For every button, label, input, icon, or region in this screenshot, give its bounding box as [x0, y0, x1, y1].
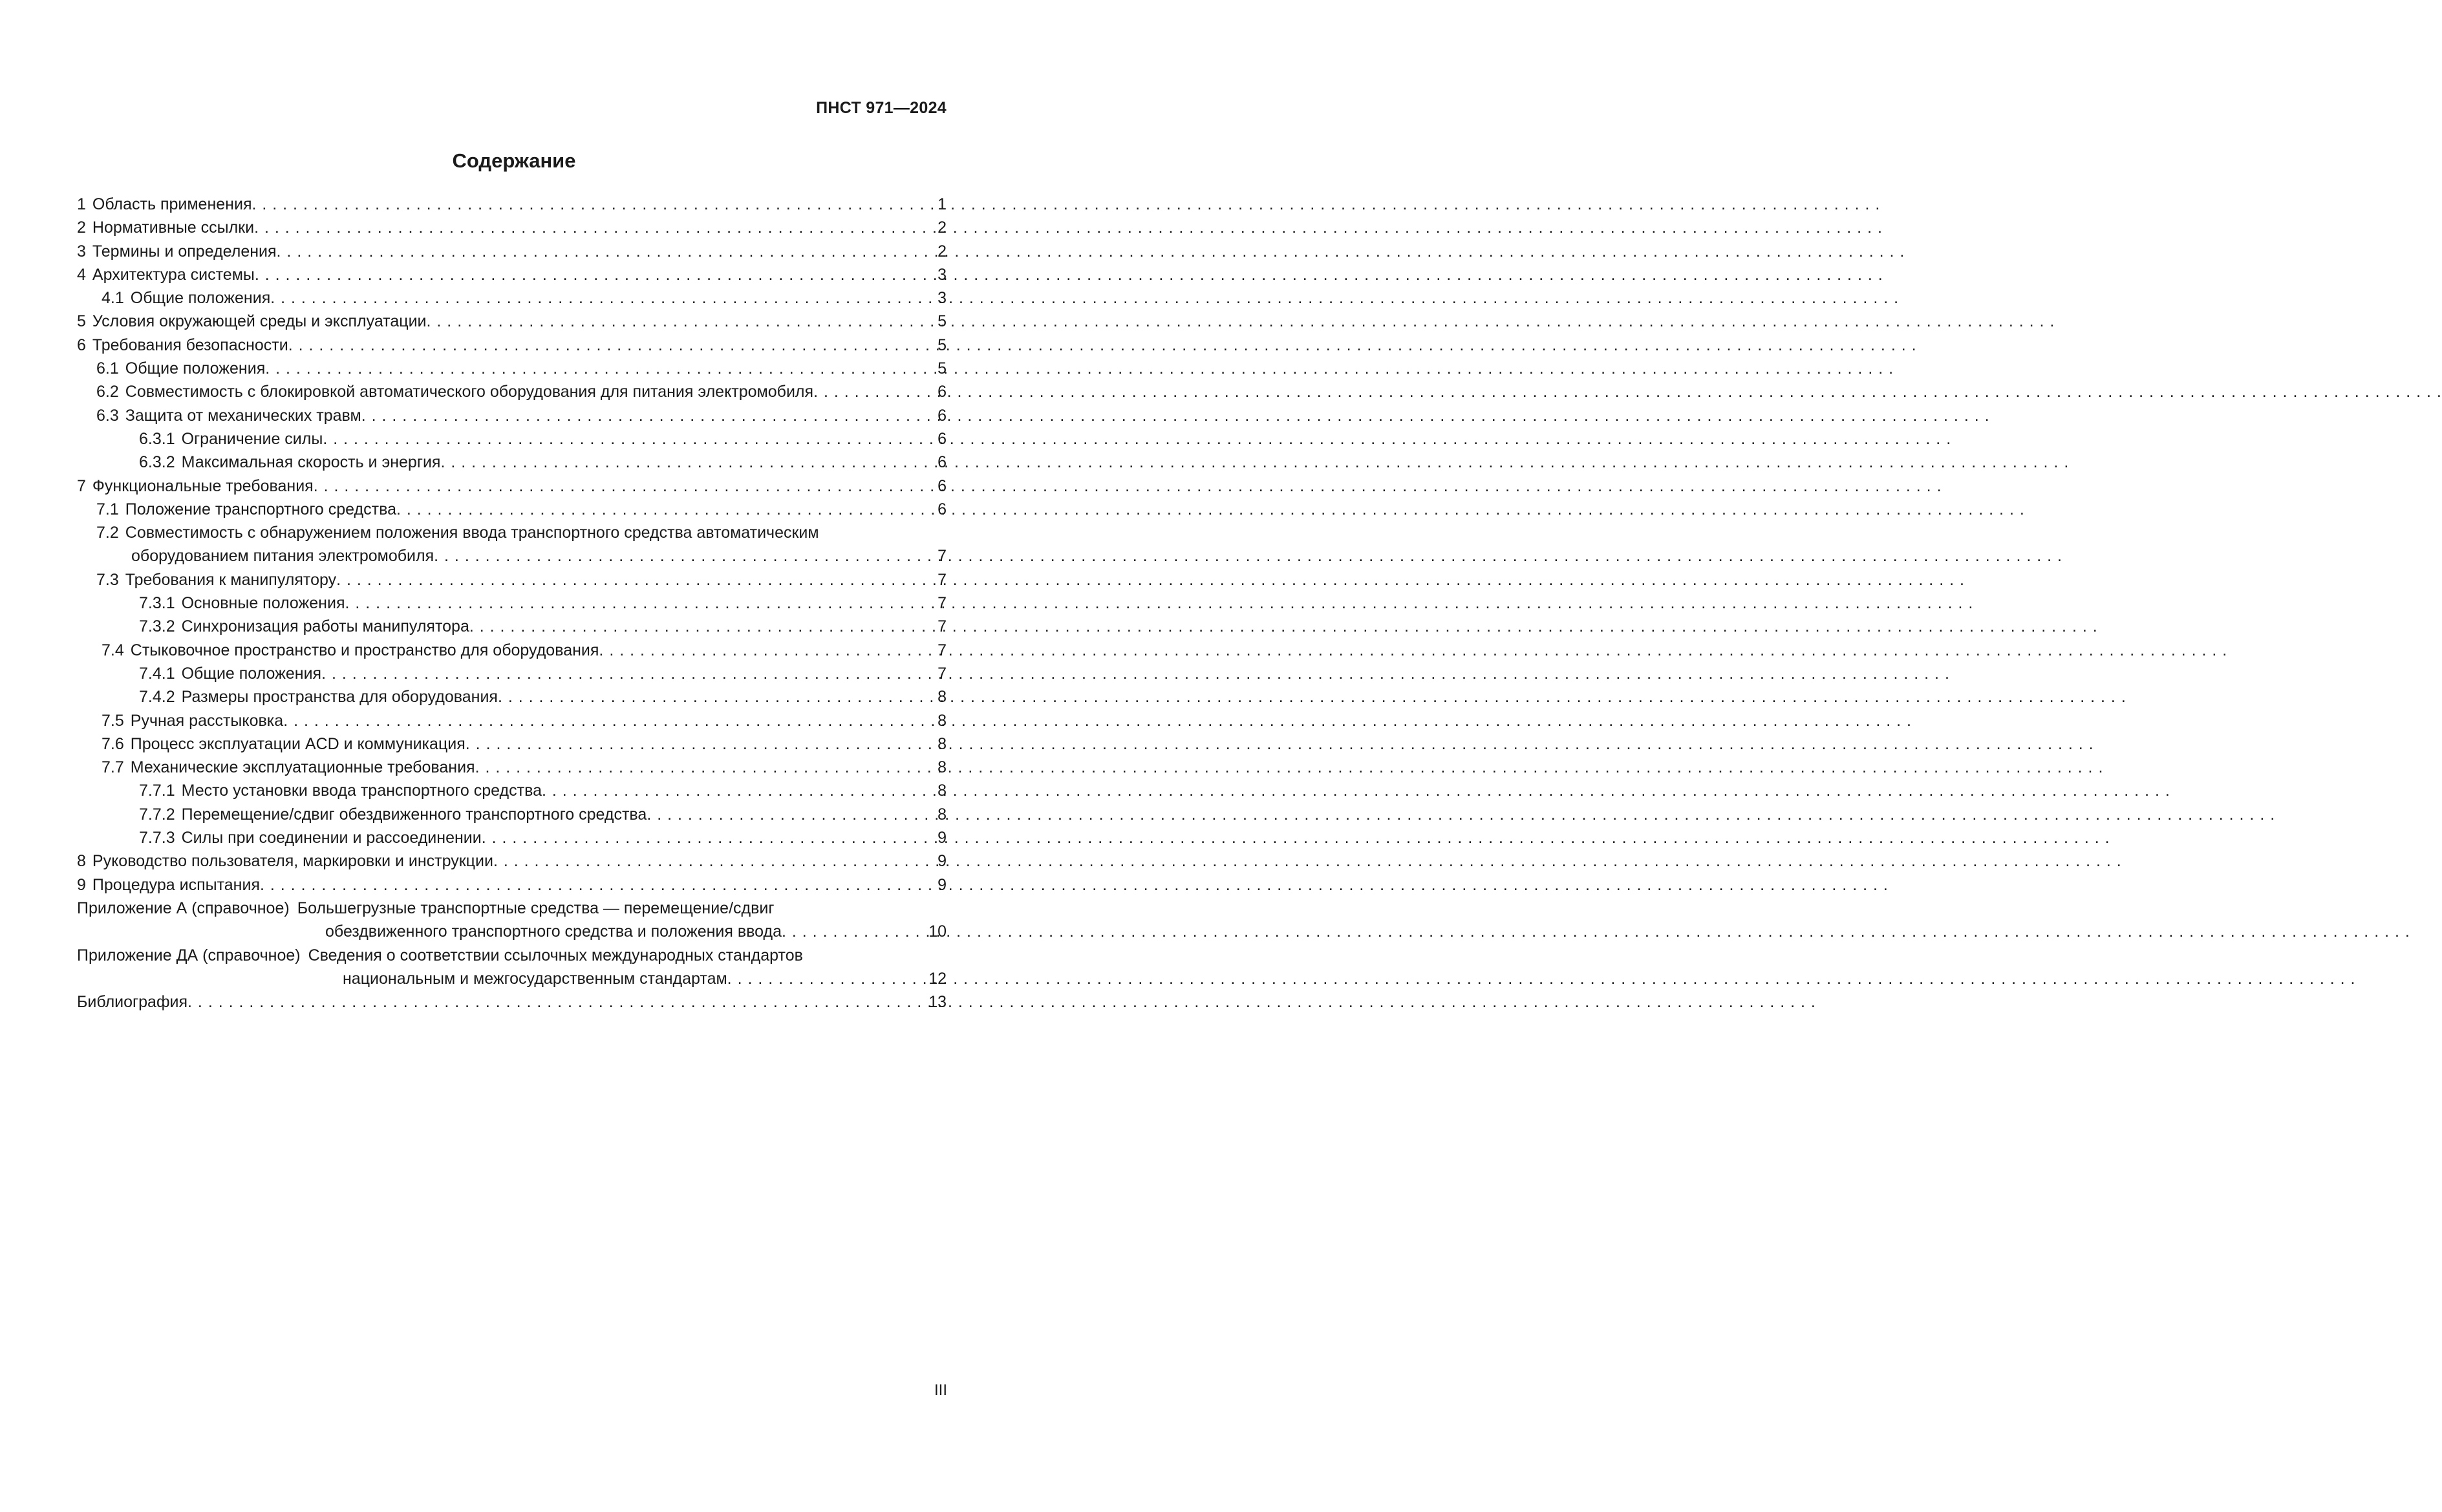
- toc-entry-label: Общие положения: [181, 664, 322, 683]
- leader-dots: [187, 990, 927, 1014]
- toc-entry-page: 3: [937, 265, 947, 284]
- toc-entry-number: 6.3.1: [139, 429, 175, 448]
- toc-entry-number: 7.1: [96, 500, 119, 518]
- toc-entry-label: Ручная расстыковка: [130, 711, 284, 730]
- toc-entry-page: 8: [937, 805, 947, 824]
- toc-entry[interactable]: [77, 216, 947, 239]
- toc-entry-label: Требования к манипулятору: [125, 570, 337, 589]
- toc-entry[interactable]: [77, 451, 947, 474]
- toc-entry-label: Защита от механических травм: [125, 406, 361, 425]
- toc-entry[interactable]: [77, 662, 947, 685]
- toc-entry[interactable]: [77, 193, 947, 216]
- leader-dots: [265, 357, 936, 380]
- toc-entry-number: 7.4: [102, 641, 124, 659]
- toc-entry[interactable]: [77, 240, 947, 263]
- leader-dots: [434, 544, 936, 568]
- toc-entry-page: 12: [928, 969, 947, 988]
- toc-entry-number: 3: [77, 242, 86, 261]
- toc-entry-page: 8: [937, 688, 947, 707]
- toc-entry[interactable]: [77, 286, 947, 310]
- toc-entry-page: 7: [937, 617, 947, 636]
- leader-dots: [277, 240, 937, 263]
- toc-entry-continuation[interactable]: [77, 967, 947, 990]
- toc-entry-label: Процедура испытания: [92, 875, 260, 894]
- toc-entry-appendix[interactable]: [77, 944, 947, 967]
- leader-dots: [427, 310, 937, 333]
- toc-entry[interactable]: [77, 591, 947, 615]
- toc-entry-number: 6.3.2: [139, 453, 175, 472]
- leader-dots: [254, 216, 936, 239]
- toc-entry-page: 6: [937, 453, 947, 472]
- toc-entry-label: Процесс эксплуатации ACD и коммуникация: [130, 734, 466, 753]
- leader-dots: [323, 427, 936, 451]
- toc-entry-page: 6: [937, 406, 947, 425]
- toc-entry[interactable]: [77, 709, 947, 732]
- leader-dots: [813, 380, 936, 403]
- leader-dots: [260, 873, 936, 897]
- toc-entry-page: 6: [937, 429, 947, 448]
- toc-entry-page: 8: [937, 711, 947, 730]
- toc-entry-label: Совместимость с блокировкой автоматического оборудования для питания электромобиля: [125, 383, 814, 401]
- toc-entry-number: 7.7: [102, 758, 124, 777]
- document-number: ПНСТ 971—2024: [816, 99, 947, 117]
- toc-entry-appendix[interactable]: [77, 897, 947, 920]
- toc-entry-continuation[interactable]: [77, 544, 947, 568]
- toc-entry-label: Область применения: [92, 195, 252, 213]
- toc-entry[interactable]: [77, 521, 947, 544]
- leader-dots: [466, 732, 936, 756]
- leader-dots: [727, 967, 928, 990]
- toc-entry-page: 8: [937, 758, 947, 777]
- page-number: III: [934, 1381, 947, 1399]
- toc-entry[interactable]: [77, 779, 947, 802]
- toc-entry-page: 8: [937, 734, 947, 753]
- toc-entry-label: Общие положения: [125, 359, 266, 378]
- toc-entry[interactable]: [77, 357, 947, 380]
- toc-entry-label: Сведения о соответствии ссылочных международных стандартов: [308, 946, 803, 964]
- toc-title: Содержание: [452, 149, 576, 172]
- toc-entry-label-cont: оборудованием питания электромобиля: [131, 547, 434, 566]
- leader-dots: [493, 849, 936, 873]
- toc-entry[interactable]: [77, 474, 947, 498]
- toc-entry[interactable]: [77, 756, 947, 779]
- toc-entry-label: Место установки ввода транспортного средства: [181, 782, 542, 800]
- toc-entry-page: 7: [937, 570, 947, 589]
- toc-entry-page: 7: [937, 664, 947, 683]
- toc-entry-continuation[interactable]: [77, 920, 947, 943]
- toc-entry[interactable]: [77, 263, 947, 286]
- leader-dots: [252, 193, 936, 216]
- toc-entry-number: 6: [77, 335, 86, 354]
- leader-dots: [321, 662, 936, 685]
- toc-entry-label-cont: обездвиженного транспортного средства и положения ввода: [325, 922, 782, 941]
- toc-entry-page: 1: [937, 195, 947, 213]
- leader-dots: [482, 826, 936, 849]
- toc-entry-page: 10: [928, 922, 947, 941]
- leader-dots: [283, 709, 936, 732]
- toc-entry-label: Нормативные ссылки: [92, 218, 255, 237]
- leader-dots: [647, 803, 936, 826]
- toc-entry-page: 6: [937, 500, 947, 518]
- toc-entry-label: Положение транспортного средства: [125, 500, 396, 518]
- toc-entry[interactable]: [77, 849, 947, 873]
- toc-entry-label: Основные положения: [181, 594, 345, 613]
- toc-entry-page: 2: [937, 218, 947, 237]
- leader-dots: [782, 920, 927, 943]
- leader-dots: [288, 334, 936, 357]
- toc-entry[interactable]: [77, 427, 947, 451]
- toc-entry[interactable]: [77, 685, 947, 708]
- leader-dots: [599, 639, 936, 662]
- toc-entry-label: Требования безопасности: [92, 335, 288, 354]
- leader-dots: [440, 451, 936, 474]
- toc-entry[interactable]: [77, 404, 947, 427]
- toc-entry-label-cont: национальным и межгосударственным стандартам: [343, 969, 727, 988]
- toc-entry-page: 13: [928, 993, 947, 1012]
- toc-entry[interactable]: [77, 615, 947, 638]
- toc-entry-label: Ограничение силы: [181, 429, 323, 448]
- toc-entry-label: Функциональные требования: [92, 476, 314, 495]
- toc-entry[interactable]: [77, 334, 947, 357]
- toc-entry-number: 7.4.1: [139, 664, 175, 683]
- leader-dots: [475, 756, 937, 779]
- leader-dots: [314, 474, 936, 498]
- toc-entry-label: Руководство пользователя, маркировки и инструкции: [92, 852, 493, 871]
- toc-entry-number: 2: [77, 218, 86, 237]
- toc-entry-label: Механические эксплуатационные требования: [130, 758, 475, 777]
- toc-entry-label: Большегрузные транспортные средства — перемещение/сдвиг: [297, 899, 775, 917]
- leader-dots: [345, 591, 937, 615]
- toc-entry-number: 7.3.2: [139, 617, 175, 636]
- toc-entry-page: 2: [937, 242, 947, 261]
- toc-entry[interactable]: [77, 639, 947, 662]
- toc-entry-number: 7: [77, 476, 86, 495]
- toc-entry-number: 6.1: [96, 359, 119, 378]
- toc-entry[interactable]: [77, 732, 947, 756]
- leader-dots: [396, 498, 936, 521]
- toc-entry-label: Синхронизация работы манипулятора: [181, 617, 469, 636]
- toc-entry-number: 7.3.1: [139, 594, 175, 613]
- toc-entry-label: Стыковочное пространство и пространство для оборудования: [130, 641, 599, 659]
- toc-entry-page: 7: [937, 594, 947, 613]
- toc-entry[interactable]: [77, 380, 947, 403]
- toc-entry[interactable]: [77, 310, 947, 333]
- leader-dots: [498, 685, 936, 708]
- leader-dots: [336, 568, 936, 591]
- toc-entry-page: 5: [937, 312, 947, 331]
- toc-entry-label: Условия окружающей среды и эксплуатации: [92, 312, 427, 331]
- toc-entry-number: Приложение ДА (справочное): [77, 946, 301, 964]
- toc-entry-number: 7.4.2: [139, 688, 175, 707]
- leader-dots: [361, 404, 936, 427]
- toc-entry-page: 7: [937, 547, 947, 566]
- toc-entry-label: Совместимость с обнаружением положения ввода транспортного средства автоматическим: [125, 524, 819, 542]
- toc-entry-label: Максимальная скорость и энергия: [181, 453, 441, 472]
- toc-entry-number: 6.3: [96, 406, 119, 425]
- toc-entry-number: 6.2: [96, 383, 119, 401]
- toc-entry-number: 7.5: [102, 711, 124, 730]
- toc-entry-number: 7.2: [96, 524, 119, 542]
- table-of-contents: [77, 193, 947, 1014]
- toc-entry-page: 6: [937, 383, 947, 401]
- toc-entry-number: 5: [77, 312, 86, 331]
- toc-entry-page: 9: [937, 829, 947, 847]
- toc-entry-label: Архитектура системы: [92, 265, 255, 284]
- toc-entry-label: Общие положения: [130, 289, 271, 308]
- toc-entry-number: 1: [77, 195, 86, 213]
- toc-entry[interactable]: [77, 873, 947, 897]
- toc-entry-page: 8: [937, 782, 947, 800]
- toc-entry-number: 4.1: [102, 289, 124, 308]
- toc-entry-label: Термины и определения: [92, 242, 277, 261]
- toc-entry-label: Размеры пространства для оборудования: [181, 688, 498, 707]
- toc-entry-page: 7: [937, 641, 947, 659]
- toc-entry-label: Силы при соединении и рассоединении: [181, 829, 482, 847]
- toc-entry-number: 7.7.2: [139, 805, 175, 824]
- toc-entry-number: 7.7.3: [139, 829, 175, 847]
- leader-dots: [469, 615, 936, 638]
- leader-dots: [255, 263, 936, 286]
- toc-entry-page: 6: [937, 476, 947, 495]
- toc-entry-page: 5: [937, 335, 947, 354]
- toc-entry[interactable]: [77, 803, 947, 826]
- toc-entry-number: 9: [77, 875, 86, 894]
- toc-entry-page: 3: [937, 289, 947, 308]
- toc-entry-label: Перемещение/сдвиг обездвиженного транспортного средства: [181, 805, 647, 824]
- toc-entry-number: 7.6: [102, 734, 124, 753]
- toc-entry[interactable]: [77, 568, 947, 591]
- toc-entry-number: 7.3: [96, 570, 119, 589]
- toc-entry-number: Приложение А (справочное): [77, 899, 290, 917]
- toc-entry[interactable]: [77, 498, 947, 521]
- toc-entry-page: 9: [937, 852, 947, 871]
- toc-entry-number: 8: [77, 852, 86, 871]
- toc-entry-page: 9: [937, 875, 947, 894]
- document-page: [0, 0, 1069, 1512]
- leader-dots: [270, 286, 936, 310]
- toc-entry-number: 7.7.1: [139, 782, 175, 800]
- toc-entry-bibliography[interactable]: [77, 990, 947, 1014]
- toc-entry-number: 4: [77, 265, 86, 284]
- toc-entry-page: 5: [937, 359, 947, 378]
- leader-dots: [542, 779, 936, 802]
- toc-entry-label: Библиография: [77, 993, 188, 1012]
- toc-entry[interactable]: [77, 826, 947, 849]
